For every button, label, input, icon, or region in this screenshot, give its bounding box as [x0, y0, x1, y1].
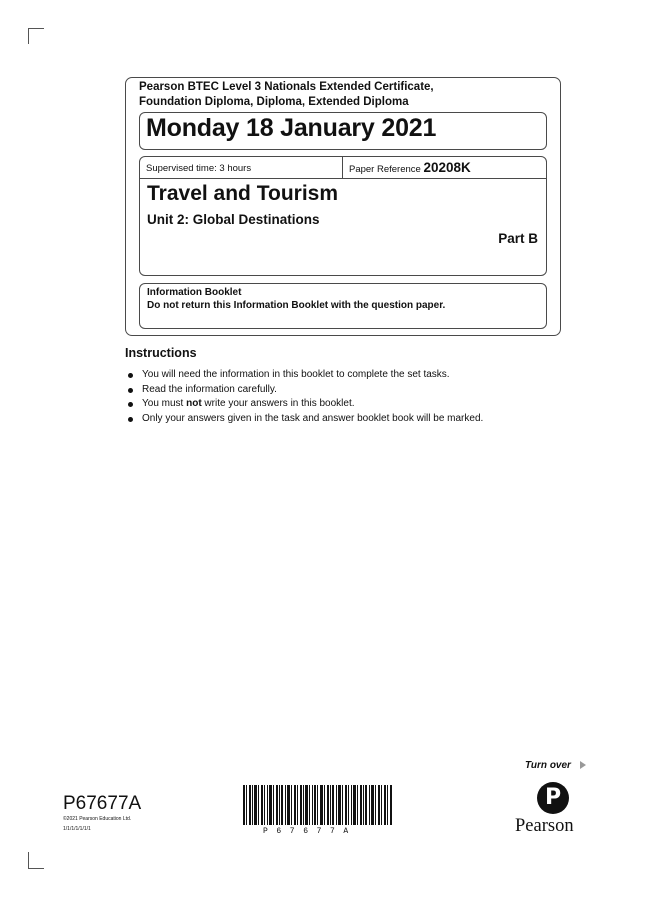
barcode-text: P67677A	[263, 827, 357, 836]
instructions-list	[125, 368, 483, 426]
paper-code: P67677A	[63, 793, 142, 814]
booklet-note: Do not return this Information Booklet with the question paper.	[147, 300, 446, 311]
paper-reference-label: Paper Reference	[349, 164, 421, 175]
instruction-text-suffix: write your answers in this booklet.	[201, 398, 355, 409]
instruction-text-emphasis: not	[186, 398, 202, 409]
instruction-text: Read the information carefully.	[142, 383, 277, 395]
turn-over-label: Turn over	[525, 760, 571, 771]
publisher-name: Pearson	[515, 816, 574, 836]
crop-mark-bottom-horizontal	[28, 868, 44, 869]
qualification-line-2: Foundation Diploma, Diploma, Extended Diploma	[139, 96, 409, 108]
barcode-icon	[243, 785, 393, 825]
bullet-icon	[128, 388, 133, 393]
list-item	[125, 397, 483, 412]
bullet-icon	[128, 373, 133, 378]
pearson-logo-icon	[537, 782, 569, 814]
list-item	[125, 368, 483, 383]
pearson-logo-letter: P	[544, 785, 562, 810]
crop-mark-bottom-vertical	[28, 852, 29, 868]
copyright: ©2021 Pearson Education Ltd.	[63, 816, 132, 822]
list-item	[125, 412, 483, 427]
instruction-text: You will need the information in this booklet to complete the set tasks.	[142, 369, 450, 380]
crop-mark-top-horizontal	[28, 28, 44, 29]
print-codes: 1/1/1/1/1/1/1	[63, 826, 91, 832]
qualification-title	[139, 80, 519, 110]
unit-title: Unit 2: Global Destinations	[147, 212, 320, 227]
instruction-text: Only your answers given in the task and answer booklet book will be marked.	[142, 412, 484, 424]
booklet-title: Information Booklet	[147, 287, 242, 298]
details-column-divider	[342, 157, 343, 178]
subject-title: Travel and Tourism	[147, 182, 338, 205]
supervised-time: Supervised time: 3 hours	[146, 163, 252, 174]
exam-date: Monday 18 January 2021	[146, 114, 437, 142]
bullet-icon	[128, 402, 133, 407]
instruction-text-prefix: You must	[142, 398, 187, 409]
instructions-heading: Instructions	[125, 346, 197, 360]
crop-mark-top-vertical	[28, 28, 29, 44]
part-label: Part B	[498, 231, 538, 246]
details-divider	[140, 178, 546, 179]
triangle-right-icon	[580, 761, 586, 769]
paper-reference	[349, 160, 471, 175]
bullet-icon	[128, 417, 133, 422]
paper-reference-code: 20208K	[423, 160, 471, 175]
list-item	[125, 383, 483, 398]
qualification-line-1: Pearson BTEC Level 3 Nationals Extended Certificate,	[139, 81, 434, 93]
